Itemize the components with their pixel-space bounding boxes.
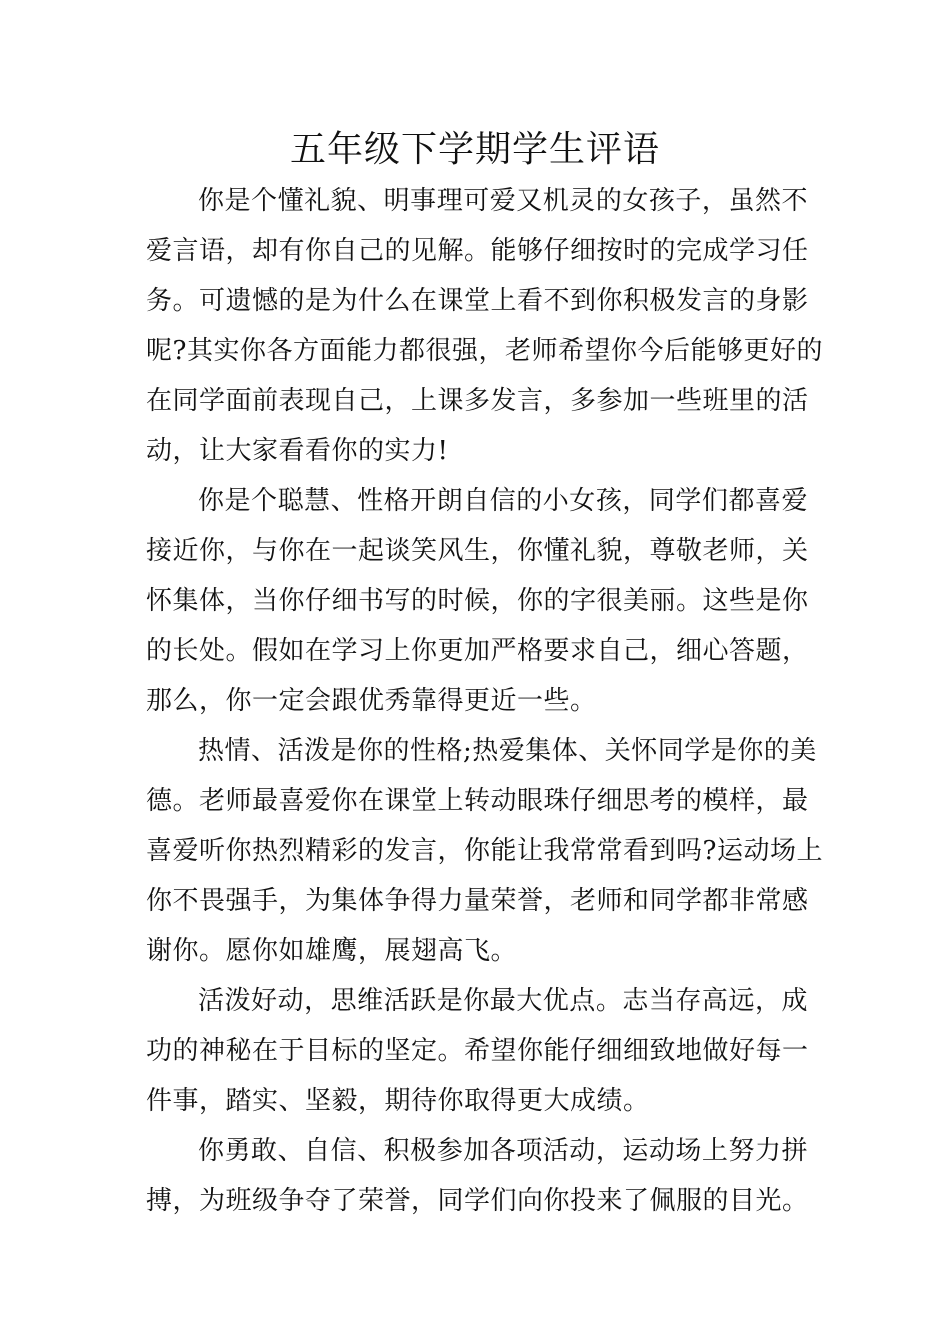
document-body: [146, 176, 823, 1226]
paragraph: [146, 976, 808, 1126]
text-line: 务。可遗憾的是为什么在课堂上看不到你积极发言的身影: [146, 286, 809, 316]
text-line: 搏，为班级争夺了荣誉，同学们向你投来了佩服的目光。: [146, 1186, 809, 1216]
text-line: 那么，你一定会跟优秀靠得更近一些。: [146, 686, 597, 716]
text-line: 呢?其实你各方面能力都很强，老师希望你今后能够更好的: [146, 336, 823, 366]
text-line: 喜爱听你热烈精彩的发言，你能让我常常看到吗?运动场上: [146, 836, 823, 866]
text-line: 你勇敢、自信、积极参加各项活动，运动场上努力拼: [198, 1136, 808, 1166]
text-line: 动，让大家看看你的实力!: [146, 436, 449, 466]
paragraph: [146, 476, 808, 726]
text-line: 在同学面前表现自己，上课多发言，多参加一些班里的活: [146, 386, 809, 416]
paragraph: [146, 176, 823, 476]
paragraph: [146, 1126, 808, 1226]
text-line: 活泼好动，思维活跃是你最大优点。志当存高远，成: [198, 986, 808, 1016]
text-line: 怀集体，当你仔细书写的时候，你的字很美丽。这些是你: [146, 586, 809, 616]
text-line: 德。老师最喜爱你在课堂上转动眼珠仔细思考的模样，最: [146, 786, 809, 816]
text-line: 热情、活泼是你的性格;热爱集体、关怀同学是你的美: [198, 736, 817, 766]
document-title: 五年级下学期学生评语: [289, 129, 660, 170]
text-line: 你不畏强手，为集体争得力量荣誉，老师和同学都非常感: [146, 886, 809, 916]
text-line: 你是个聪慧、性格开朗自信的小女孩，同学们都喜爱: [198, 486, 808, 516]
text-line: 爱言语，却有你自己的见解。能够仔细按时的完成学习任: [146, 236, 809, 266]
text-line: 功的神秘在于目标的坚定。希望你能仔细细致地做好每一: [146, 1036, 809, 1066]
text-line: 谢你。愿你如雄鹰，展翅高飞。: [146, 936, 518, 966]
text-line: 件事，踏实、坚毅，期待你取得更大成绩。: [146, 1086, 650, 1116]
paragraph: [146, 726, 823, 976]
text-line: 的长处。假如在学习上你更加严格要求自己，细心答题，: [146, 636, 809, 666]
text-line: 接近你，与你在一起谈笑风生，你懂礼貌，尊敬老师，关: [146, 536, 809, 566]
text-line: 你是个懂礼貌、明事理可爱又机灵的女孩子，虽然不: [198, 186, 808, 216]
